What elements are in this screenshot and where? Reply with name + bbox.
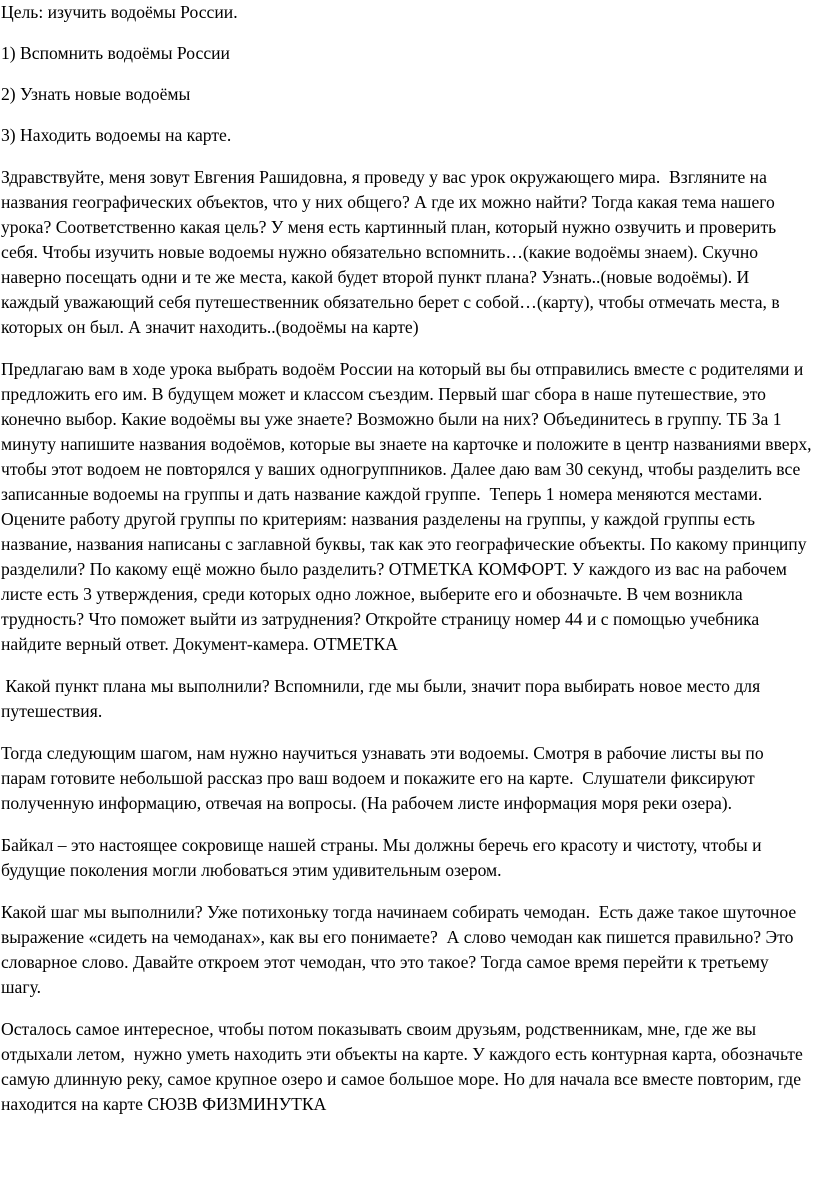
plan-item-1: 1) Вспомнить водоёмы России — [1, 43, 230, 63]
paragraph-baikal: Байкал – это настоящее сокровище нашей страны. Мы должны беречь его красоту и чистоту, чтобы и будущие поколения могли любоваться этим удивительным озером. — [1, 835, 766, 880]
paragraph-learn-water-bodies: Тогда следующим шагом, нам нужно научиться узнавать эти водоемы. Смотря в рабочие листы вы по парам готовите небольшой рассказ про ваш водоем и покажите его на карте. Слушатели фиксируют полученную информацию, отвечая на вопросы. (На рабочем листе информация моря реки озера). — [1, 743, 769, 813]
plan-item-2: 2) Узнать новые водоёмы — [1, 84, 191, 104]
paragraph-map-task: Осталось самое интересное, чтобы потом показывать своим друзьям, родственникам, мне, где же вы отдыхали летом, нужно уметь находить эти объекты на карте. У каждого есть контурная карта, обозначьте самую длинную реку, самое крупное озеро и самое большое море. Но для начала все вместе повторим, где находится на карте СЮЗВ ФИЗМИНУТКА — [1, 1019, 808, 1114]
paragraph-suitcase: Какой шаг мы выполнили? Уже потихоньку тогда начинаем собирать чемодан. Есть даже такое шуточное выражение «сидеть на чемоданах», как вы его понимаете? А слово чемодан как пишется правильно? Это словарное слово. Давайте откроем этот чемодан, что это такое? Тогда самое время перейти к третьему шагу. — [1, 902, 801, 997]
paragraph-choose-water-body: Предлагаю вам в ходе урока выбрать водоём России на который вы бы отправились вместе с родителями и предложить его им. В будущем может и классом съездим. Первый шаг сбора в наше путешествие, это конечно выбор. Какие водоёмы вы уже знаете? Возможно были на них? Объединитесь в группу. ТБ За 1 минуту напишите названия водоёмов, которые вы знаете на карточке и положите в центр названиями вверх, чтобы этот водоем не повторялся у ваших одногруппников. Далее даю вам 30 секунд, чтобы разделить все записанные водоемы на группы и дать название каждой группе. Теперь 1 номера меняются местами. Оцените работу другой группы по критериям: названия разделены на группы, у каждой группы есть название, названия написаны с заглавной буквы, так как это географические объекты. По какому принципу разделили? По какому ещё можно было разделить? ОТМЕТКА КОМФОРТ. У каждого из вас на рабочем листе есть 3 утверждения, среди которых одно ложное, выберите его и обозначьте. В чем возникла трудность? Что поможет выйти из затруднения? Откройте страницу номер 44 и с помощью учебника найдите верный ответ. Документ-камера. ОТМЕТКА — [1, 359, 816, 654]
paragraph-plan-step-done: Какой пункт плана мы выполнили? Вспомнили, где мы были, значит пора выбирать новое место для путешествия. — [1, 676, 765, 721]
lesson-goal: Цель: изучить водоёмы России. — [1, 2, 238, 22]
paragraph-greeting: Здравствуйте, меня зовут Евгения Рашидовна, я проведу у вас урок окружающего мира. Взгляните на названия географических объектов, что у них общего? А где их можно найти? Тогда какая тема нашего урока? Соответственно какая цель? У меня есть картинный план, который нужно озвучить и проверить себя. Чтобы изучить новые водоемы нужно обязательно вспомнить…(какие водоёмы знаем). Скучно наверно посещать одни и те же места, какой будет второй пункт плана? Узнать..(новые водоёмы). И каждый уважающий себя путешественник обязательно берет с собой…(карту), чтобы отмечать места, в которых он был. А значит находить..(водоёмы на карте) — [1, 167, 785, 337]
plan-item-3: 3) Находить водоемы на карте. — [1, 125, 232, 145]
